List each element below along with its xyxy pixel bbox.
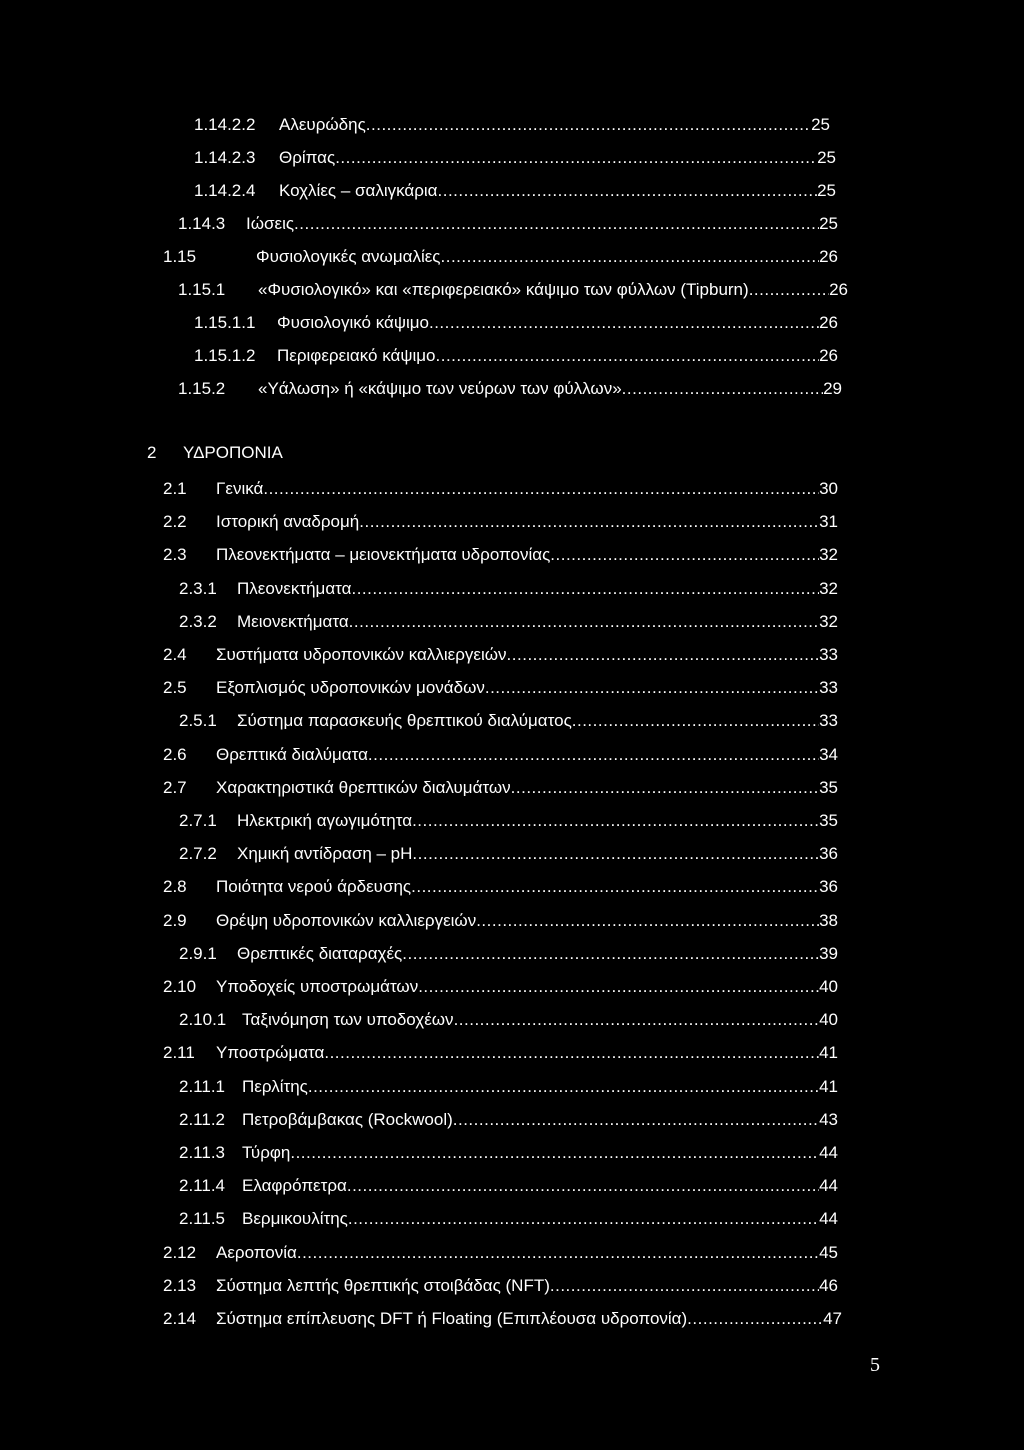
- toc-entry-page: 45: [819, 1243, 838, 1262]
- toc-entry-title: Σύστημα παρασκευής θρεπτικού διαλύματος: [237, 711, 572, 730]
- toc-entry-title: Σύστημα επίπλευσης DFT ή Floating (Επιπλέουσα υδροπονία): [216, 1309, 688, 1328]
- toc-entry: [194, 147, 836, 169]
- toc-leader-dots: [572, 710, 819, 732]
- chapter-number: 2: [147, 443, 157, 462]
- toc-entry-page: 34: [819, 745, 838, 764]
- toc-entry-title: Πλεονεκτήματα: [237, 579, 352, 598]
- toc-entry: [178, 213, 838, 235]
- toc-entry-title: Πλεονεκτήματα – μειονεκτήματα υδροπονίας: [216, 545, 551, 564]
- toc-entry-page: 26: [819, 313, 838, 332]
- toc-entry: [179, 1009, 838, 1031]
- toc-entry-page: 32: [819, 612, 838, 631]
- toc-entry: [179, 1175, 838, 1197]
- toc-entry: [163, 876, 838, 898]
- toc-entry-page: 33: [819, 711, 838, 730]
- toc-entry-page: 36: [819, 877, 838, 896]
- toc-leader-dots: [290, 1142, 819, 1164]
- toc-leader-dots: [349, 611, 819, 633]
- toc-entry: [163, 544, 838, 566]
- toc-entry: [163, 1275, 838, 1297]
- toc-leader-dots: [308, 1076, 819, 1098]
- toc-entry: [179, 611, 838, 633]
- toc-entry: [179, 1076, 838, 1098]
- toc-entry-title: Χημική αντίδραση – pH: [237, 844, 413, 863]
- toc-leader-dots: [335, 147, 817, 169]
- toc-entry-title: Φυσιολογικές ανωμαλίες: [256, 247, 441, 266]
- toc-entry-number: 2.11.1: [179, 1077, 226, 1096]
- toc-entry-number: 2.9: [163, 911, 187, 930]
- toc-entry: [163, 777, 838, 799]
- toc-entry: [179, 1109, 838, 1131]
- toc-entry-number: 1.14.2.4: [194, 181, 256, 200]
- toc-entry: [179, 943, 838, 965]
- toc-entry-number: 1.15.1.2: [194, 346, 256, 365]
- toc-entry-title: Ιώσεις: [246, 214, 295, 233]
- toc-entry-page: 29: [823, 379, 842, 398]
- toc-leader-dots: [366, 114, 811, 136]
- toc-entry-number: 2.13: [163, 1276, 197, 1295]
- toc-leader-dots: [436, 345, 820, 367]
- toc-leader-dots: [507, 644, 820, 666]
- toc-entry-title: Θρίπας: [279, 148, 336, 167]
- toc-leader-dots: [348, 1208, 819, 1230]
- toc-entry-page: 26: [829, 280, 848, 299]
- toc-entry-number: 1.15.1: [178, 280, 226, 299]
- toc-entry: [179, 578, 838, 600]
- chapter-heading: [147, 442, 283, 464]
- toc-entry-title: Γενικά: [216, 479, 264, 498]
- toc-entry: [163, 1308, 842, 1330]
- toc-leader-dots: [749, 279, 829, 301]
- toc-entry: [163, 910, 838, 932]
- toc-entry-title: Βερμικουλίτης: [242, 1209, 348, 1228]
- toc-entry-title: Πετροβάμβακας (Rockwool): [242, 1110, 453, 1129]
- toc-entry-title: Φυσιολογικό κάψιμο: [277, 313, 429, 332]
- toc-entry-title: Μειονεκτήματα: [237, 612, 349, 631]
- toc-entry-title: Αλευρώδης: [279, 115, 366, 134]
- toc-leader-dots: [412, 810, 819, 832]
- toc-entry-page: 25: [811, 115, 830, 134]
- toc-entry: [179, 810, 838, 832]
- chapter-title: ΥΔΡΟΠΟΝΙΑ: [183, 443, 283, 462]
- toc-entry-title: Αεροπονία: [216, 1243, 297, 1262]
- toc-entry-page: 46: [819, 1276, 838, 1295]
- toc-entry: [194, 180, 836, 202]
- toc-leader-dots: [511, 777, 819, 799]
- toc-entry-title: Ελαφρόπετρα: [242, 1176, 347, 1195]
- toc-entry: [179, 710, 838, 732]
- toc-entry: [194, 312, 838, 334]
- toc-leader-dots: [294, 213, 819, 235]
- toc-entry: [178, 378, 842, 400]
- toc-leader-dots: [550, 1275, 819, 1297]
- toc-entry-title: Συστήματα υδροπονικών καλλιεργειών: [216, 645, 507, 664]
- toc-entry-page: 35: [819, 811, 838, 830]
- toc-leader-dots: [687, 1308, 823, 1330]
- toc-leader-dots: [263, 478, 819, 500]
- toc-entry-number: 2.10: [163, 977, 197, 996]
- toc-entry-title: Περλίτης: [242, 1077, 308, 1096]
- toc-leader-dots: [476, 910, 819, 932]
- toc-entry-page: 33: [819, 645, 838, 664]
- toc-entry: [179, 1142, 838, 1164]
- toc-entry: [163, 1242, 838, 1264]
- toc-entry-page: 25: [817, 148, 836, 167]
- toc-entry: [179, 843, 838, 865]
- toc-leader-dots: [485, 677, 819, 699]
- toc-entry: [163, 511, 838, 533]
- toc-entry-number: 2.14: [163, 1309, 197, 1328]
- toc-entry-page: 32: [819, 579, 838, 598]
- toc-entry-number: 2.7: [163, 778, 187, 797]
- toc-leader-dots: [297, 1242, 819, 1264]
- toc-entry: [163, 744, 838, 766]
- toc-entry-page: 43: [819, 1110, 838, 1129]
- toc-entry-number: 1.14.2.3: [194, 148, 256, 167]
- toc-entry-page: 26: [819, 346, 838, 365]
- toc-entry-number: 2.11.2: [179, 1110, 226, 1129]
- toc-entry-number: 2.8: [163, 877, 187, 896]
- toc-entry-number: 2.6: [163, 745, 187, 764]
- toc-leader-dots: [438, 180, 818, 202]
- toc-entry-page: 44: [819, 1209, 838, 1228]
- toc-entry-number: 2.3: [163, 545, 187, 564]
- toc-leader-dots: [418, 976, 819, 998]
- toc-entry: [178, 279, 848, 301]
- toc-leader-dots: [550, 544, 819, 566]
- toc-entry-number: 2.9.1: [179, 944, 217, 963]
- toc-entry-title: Χαρακτηριστικά θρεπτικών διαλυμάτων: [216, 778, 511, 797]
- toc-entry-number: 1.14.2.2: [194, 115, 256, 134]
- toc-entry-number: 1.15.2: [178, 379, 226, 398]
- toc-entry-title: Υποδοχείς υποστρωμάτων: [216, 977, 419, 996]
- toc-leader-dots: [622, 378, 823, 400]
- toc-entry: [163, 478, 838, 500]
- toc-entry-number: 2.11.5: [179, 1209, 226, 1228]
- toc-entry-title: Περιφερειακό κάψιμο: [277, 346, 436, 365]
- toc-entry-number: 2.5: [163, 678, 187, 697]
- toc-leader-dots: [402, 943, 819, 965]
- toc-entry-number: 2.11: [163, 1043, 195, 1062]
- toc-leader-dots: [429, 312, 819, 334]
- toc-entry-title: «Υάλωση» ή «κάψιμο των νεύρων των φύλλων»: [258, 379, 622, 398]
- toc-leader-dots: [412, 843, 819, 865]
- toc-entry-page: 30: [819, 479, 838, 498]
- toc-entry-number: 2.11.3: [179, 1143, 226, 1162]
- toc-entry-number: 2.2: [163, 512, 187, 531]
- toc-leader-dots: [453, 1109, 819, 1131]
- toc-leader-dots: [411, 876, 819, 898]
- toc-entry-page: 31: [819, 512, 838, 531]
- toc-entry-number: 2.1: [163, 479, 187, 498]
- toc-leader-dots: [324, 1042, 819, 1064]
- toc-leader-dots: [454, 1009, 820, 1031]
- toc-entry-page: 38: [819, 911, 838, 930]
- toc-entry-page: 41: [819, 1043, 838, 1062]
- toc-leader-dots: [351, 578, 819, 600]
- toc-entry-page: 32: [819, 545, 838, 564]
- toc-entry-number: 2.7.1: [179, 811, 217, 830]
- toc-entry-page: 39: [819, 944, 838, 963]
- toc-entry: [194, 114, 830, 136]
- toc-entry-number: 2.5.1: [179, 711, 217, 730]
- toc-entry-number: 1.15: [163, 247, 197, 266]
- toc-entry-page: 40: [819, 1010, 838, 1029]
- toc-entry-title: Θρεπτικά διαλύματα: [216, 745, 368, 764]
- toc-entry-title: Ταξινόμηση των υποδοχέων: [242, 1010, 454, 1029]
- toc-entry-title: Ηλεκτρική αγωγιμότητα: [237, 811, 413, 830]
- toc-entry-number: 2.7.2: [179, 844, 217, 863]
- toc-entry-number: 2.4: [163, 645, 187, 664]
- toc-entry: [163, 677, 838, 699]
- toc-entry-title: «Φυσιολογικό» και «περιφερειακό» κάψιμο των φύλλων (Tipburn): [258, 280, 749, 299]
- toc-entry: [163, 246, 838, 268]
- toc-entry: [163, 976, 838, 998]
- toc-leader-dots: [368, 744, 819, 766]
- toc-leader-dots: [359, 511, 819, 533]
- toc-entry-title: Ιστορική αναδρομή: [216, 512, 360, 531]
- toc-entry-title: Εξοπλισμός υδροπονικών μονάδων: [216, 678, 485, 697]
- toc-entry-title: Υποστρώματα: [216, 1043, 325, 1062]
- toc-entry-number: 1.14.3: [178, 214, 226, 233]
- toc-entry-title: Θρέψη υδροπονικών καλλιεργειών: [216, 911, 477, 930]
- toc-entry-page: 44: [819, 1176, 838, 1195]
- toc-entry-number: 2.12: [163, 1243, 197, 1262]
- toc-entry-page: 36: [819, 844, 838, 863]
- toc-entry: [163, 1042, 838, 1064]
- toc-entry-page: 33: [819, 678, 838, 697]
- toc-entry-title: Σύστημα λεπτής θρεπτικής στοιβάδας (NFT): [216, 1276, 550, 1295]
- toc-leader-dots: [347, 1175, 819, 1197]
- toc-entry-page: 35: [819, 778, 838, 797]
- toc-entry-page: 47: [823, 1309, 842, 1328]
- toc-entry-title: Ποιότητα νερού άρδευσης: [216, 877, 412, 896]
- toc-entry-title: Τύρφη: [242, 1143, 291, 1162]
- toc-entry-number: 2.3.1: [179, 579, 217, 598]
- toc-entry: [194, 345, 838, 367]
- toc-entry-number: 1.15.1.1: [194, 313, 256, 332]
- toc-entry-page: 25: [817, 181, 836, 200]
- toc-entry-title: Κοχλίες – σαλιγκάρια: [279, 181, 438, 200]
- toc-entry-page: 40: [819, 977, 838, 996]
- toc-entry-page: 44: [819, 1143, 838, 1162]
- toc-entry-number: 2.10.1: [179, 1010, 227, 1029]
- toc-entry-page: 25: [819, 214, 838, 233]
- toc-leader-dots: [441, 246, 820, 268]
- toc-entry: [179, 1208, 838, 1230]
- toc-entry: [163, 644, 838, 666]
- toc-entry-page: 41: [819, 1077, 838, 1096]
- toc-entry-number: 2.11.4: [179, 1176, 226, 1195]
- toc-entry-number: 2.3.2: [179, 612, 217, 631]
- toc-entry-title: Θρεπτικές διαταραχές: [237, 944, 403, 963]
- page-number: 5: [870, 1354, 880, 1376]
- toc-entry-page: 26: [819, 247, 838, 266]
